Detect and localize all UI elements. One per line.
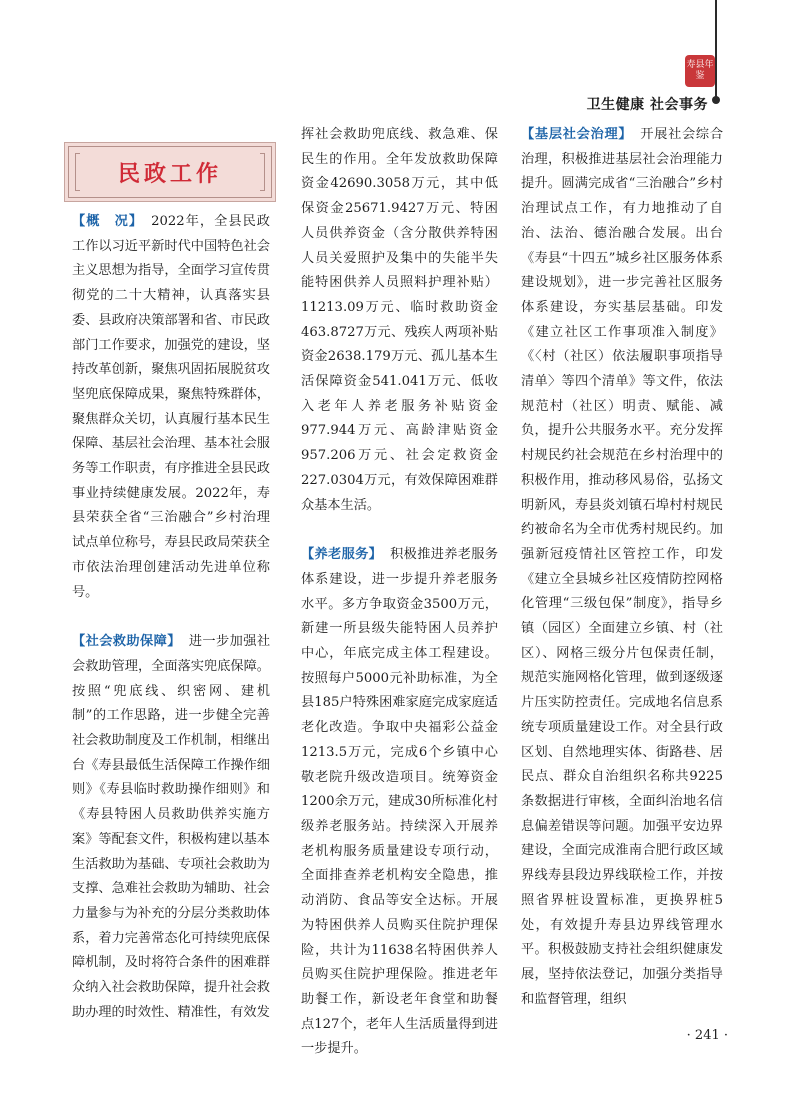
section-text-social-assistance-cont: 挥社会救助兜底线、救急难、保民生的作用。全年发放救助保障资金42690.3058万元，其中低保资金25671.9427万元、特困人员供养资金（含分散供养特困人员关爱照护及集中的失能半失能特困供养人员照料护理补贴）11213.09万元、临时救助资金463.8727万元、残疾人两项补贴资金2638.179万元、孤儿基本生活保障资金541.041万元、低收入老年人养老服务补贴资金977.944万元、高龄津贴资金957.206万元、社会定救资金227.0304万元，有效保障困难群众基本生活。 [301,127,498,513]
paragraph-grassroots [521,123,723,1012]
column-1 [72,210,270,1026]
header-rule [715,0,717,100]
header-rule-dot [712,96,720,104]
page-number: · 241 · [686,1028,728,1043]
section-label-elderly-care: 【养老服务】 [301,547,383,563]
paragraph-social-assistance [72,630,270,1025]
section-label-overview: 【概 况】 [72,214,144,229]
column-2 [301,123,498,1062]
logo-text: 寿县年鉴 [686,60,714,81]
running-header: 卫生健康 社会事务 [586,97,708,113]
paragraph-elderly-care [301,543,498,1062]
section-label-grassroots: 【基层社会治理】 [521,127,633,142]
chapter-title-box [68,146,272,198]
yearbook-logo [685,55,715,87]
column-3 [521,123,723,1012]
section-text-elderly-care: 积极推进养老服务体系建设，进一步提升养老服务水平。多方争取资金3500万元，新建一所县级失能特困人员养护中心，年底完成主体工程建设。按照每户5000元补助标准，为全县185户特殊困难家庭完成家庭适老化改造。争取中央福彩公益金1213.5万元，完成6个乡镇中心敬老院升级改造项目。统筹资金1200余万元，建成30所标准化村级养老服务站。持续深入开展养老机构服务质量建设专项行动，全面排查养老机构安全隐患，推动消防、食品等安全达标。开展为特困供养人员购买住院护理保险，共计为11638名特困供养人员购买住院护理保险。推进老年助餐工作，新设老年食堂和助餐点127个，老年人生活质量得到进一步提升。 [301,547,499,1057]
paragraph-overview [72,210,270,605]
chapter-title: 民政工作 [117,161,222,187]
section-text-overview: 2022年，全县民政工作以习近平新时代中国特色社会主义思想为指导，全面学习宣传贯彻党的二十大精神，认真落实县委、县政府决策部署和省、市民政部门工作要求，加强党的建设，坚持改革创新，聚焦巩固拓展脱贫攻坚兜底保障成果，聚焦特殊群体，聚焦群众关切，认真履行基本民生保障、基层社会治理、基本社会服务等工作职责，有序推进全县民政事业持续健康发展。2022年，寿县荣获全省“三治融合”乡村治理试点单位称号，寿县民政局荣获全市依法治理创建活动先进单位称号。 [72,214,270,600]
section-text-social-assistance: 进一步加强社会救助管理，全面落实兜底保障。按照“兜底线、织密网、建机制”的工作思路，进一步健全完善社会救助制度及工作机制，相继出台《寿县最低生活保障工作操作细则》《寿县临时救助操作细则》和《寿县特困人员救助供养实施方案》等配套文件，积极构建以基本生活救助为基础、专项社会救助为支撑、急难社会救助为辅助、社会力量参与为补充的分层分类救助体系，着力完善常态化可持续兜底保障机制，及时将符合条件的困难群众纳入社会救助保障，提升社会救助办理的时效性、精准性，有效发 [72,634,271,1020]
section-label-social-assistance: 【社会救助保障】 [72,634,181,650]
paragraph-social-assistance-cont [301,123,498,518]
section-text-grassroots: 开展社会综合治理，积极推进基层社会治理能力提升。圆满完成省“三治融合”乡村治理试点工作，有力地推动了自治、法治、德治融合发展。出台《寿县“十四五”城乡社区服务体系建设规划》，进一步完善社区服务体系建设，夯实基层基础。印发《建立社区工作事项准入制度》《〈村（社区）依法履职事项指导清单〉等四个清单》等文件，依法规范村（社区）明责、赋能、减负，提升公共服务水平。充分发挥村规民约社会规范在乡村治理中的积极作用，推动移风易俗，弘扬文明新风，寿县炎刘镇石埠村村规民约被命名为全市优秀村规民约。加强新冠疫情社区管控工作，印发《建立全县城乡社区疫情防控网格化管理“三级包保”制度》，指导乡镇（园区）全面建立乡镇、村（社区）、网格三级分片包保责任制，规范实施网格化管理，做到逐级逐片压实防控责任。完成地名信息系统专项质量建设工作。对全县行政区划、自然地理实体、街路巷、居民点、群众自治组织名称共9225条数据进行审核，全面纠治地名信息偏差错误等问题。加强平安边界建设，全面完成淮南合肥行政区域界线寿县段边界线联检工作，并按照省界桩设置标准，更换界桩5处，有效提升寿县边界线管理水平。积极鼓励支持社会组织健康发展，坚持依法登记，加强分类指导和监督管理，组织 [521,127,724,1007]
